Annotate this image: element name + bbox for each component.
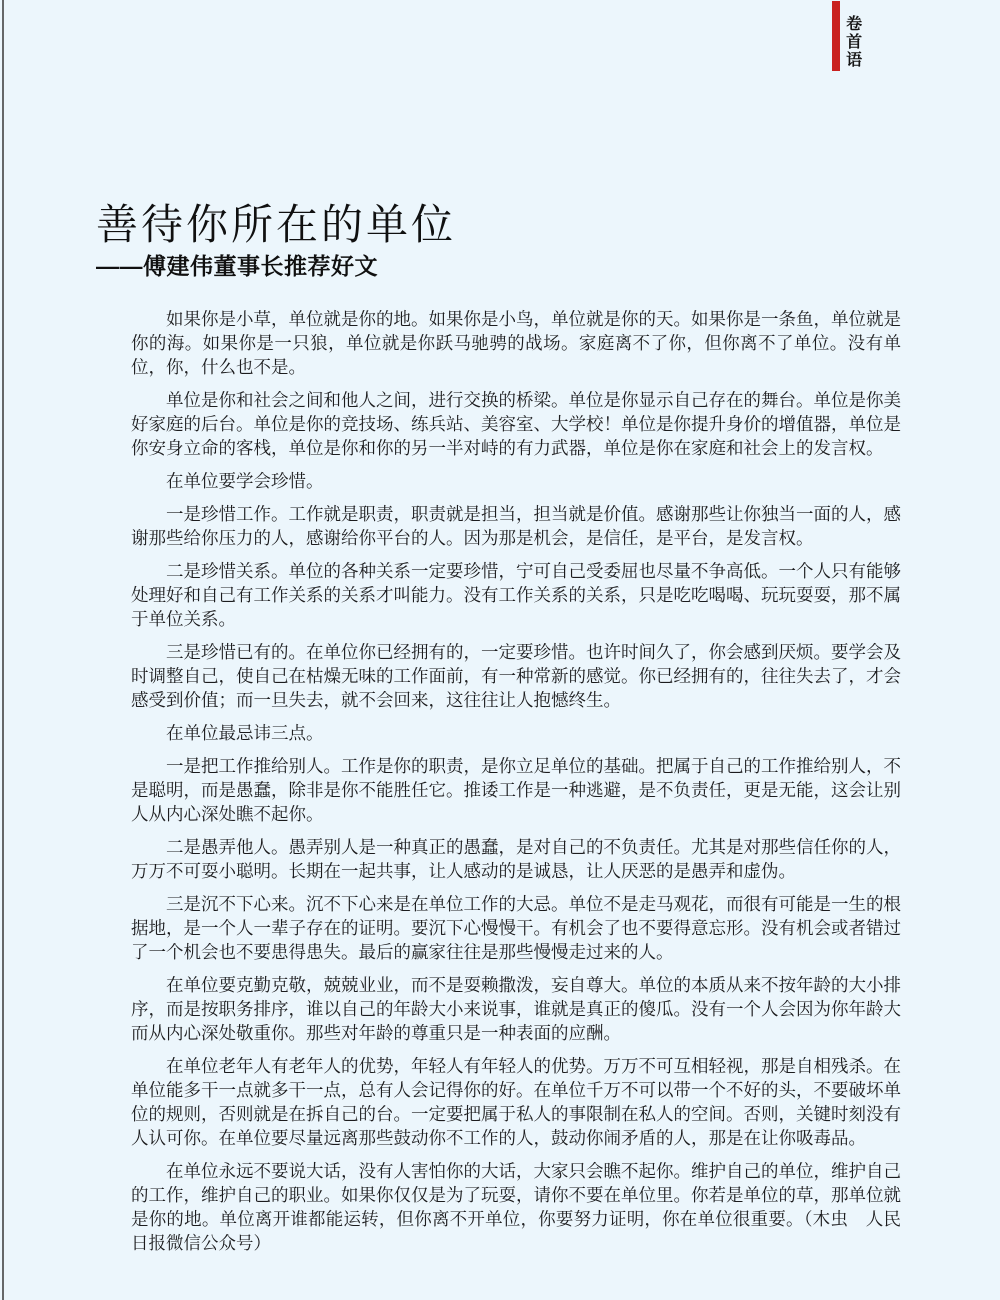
paragraph: 三是沉不下心来。沉不下心来是在单位工作的大忌。单位不是走马观花，而很有可能是一生的根据地，是一个人一辈子存在的证明。要沉下心慢慢干。有机会了也不要得意忘形。没有机会或者错过了一个机会也不要患得患失。最后的赢家往往是那些慢慢走过来的人。: [131, 894, 901, 962]
paragraph: 一是把工作推给别人。工作是你的职责，是你立足单位的基础。把属于自己的工作推给别人，不是聪明，而是愚蠢，除非是你不能胜任它。推诿工作是一种逃避，是不负责任，更是无能，这会让别人从内心深处瞧不起你。: [131, 756, 901, 824]
section-label: 卷首语: [843, 15, 861, 69]
article-subtitle: ——傅建伟董事长推荐好文: [96, 253, 378, 280]
paragraph: 在单位永远不要说大话，没有人害怕你的大话，大家只会瞧不起你。维护自己的单位，维护自己的工作，维护自己的职业。如果你仅仅是为了玩耍，请你不要在单位里。你若是单位的草，那单位就是你的地。单位离开谁都能运转，但你离不开单位，你要努力证明，你在单位很重要。（木虫 人民日报微信公众号）: [131, 1161, 901, 1253]
paragraph: 在单位要克勤克敬，兢兢业业，而不是耍赖撒泼，妄自尊大。单位的本质从来不按年龄的大小排序，而是按职务排序，谁以自己的年龄大小来说事，谁就是真正的傻瓜。没有一个人会因为你年龄大而从内心深处敬重你。那些对年龄的尊重只是一种表面的应酬。: [131, 975, 901, 1043]
article-body: [131, 307, 901, 1264]
paragraph: 单位是你和社会之间和他人之间，进行交换的桥梁。单位是你显示自己存在的舞台。单位是你美好家庭的后台。单位是你的竞技场、练兵站、美容室、大学校！单位是你提升身价的增值器，单位是你安身立命的客栈，单位是你和你的另一半对峙的有力武器，单位是你在家庭和社会上的发言权。: [131, 390, 901, 458]
page-edge-line: [2, 0, 4, 1300]
paragraph: 二是珍惜关系。单位的各种关系一定要珍惜，宁可自己受委屈也尽量不争高低。一个人只有能够处理好和自己有工作关系的关系才叫能力。没有工作关系的关系，只是吃吃喝喝、玩玩耍耍，那不属于单位关系。: [131, 561, 901, 629]
paragraph: 三是珍惜已有的。在单位你已经拥有的，一定要珍惜。也许时间久了，你会感到厌烦。要学会及时调整自己，使自己在枯燥无味的工作面前，有一种常新的感觉。你已经拥有的，往往失去了，才会感受到价值；而一旦失去，就不会回来，这往往让人抱憾终生。: [131, 642, 901, 710]
paragraph: 在单位最忌讳三点。: [166, 723, 324, 743]
paragraph: 一是珍惜工作。工作就是职责，职责就是担当，担当就是价值。感谢那些让你独当一面的人，感谢那些给你压力的人，感谢给你平台的人。因为那是机会，是信任，是平台，是发言权。: [131, 504, 901, 548]
preface-ribbon-bar: [832, 1, 840, 71]
paragraph: 如果你是小草，单位就是你的地。如果你是小鸟，单位就是你的天。如果你是一条鱼，单位就是你的海。如果你是一只狼，单位就是你跃马驰骋的战场。家庭离不了你，但你离不了单位。没有单位，你，什么也不是。: [131, 309, 901, 377]
paragraph: 在单位要学会珍惜。: [166, 471, 324, 491]
article-title: 善待你所在的单位: [96, 201, 457, 249]
paragraph: 在单位老年人有老年人的优势，年轻人有年轻人的优势。万万不可互相轻视，那是自相残杀。在单位能多干一点就多干一点，总有人会记得你的好。在单位千万不可以带一个不好的头，不要破坏单位的规则，否则就是在拆自己的台。一定要把属于私人的事限制在私人的空间。否则，关键时刻没有人认可你。在单位要尽量远离那些鼓动你不工作的人，鼓动你闹矛盾的人，那是在让你吸毒品。: [131, 1056, 901, 1148]
paragraph: 二是愚弄他人。愚弄别人是一种真正的愚蠢，是对自己的不负责任。尤其是对那些信任你的人，万万不可耍小聪明。长期在一起共事，让人感动的是诚恳，让人厌恶的是愚弄和虚伪。: [131, 837, 901, 881]
